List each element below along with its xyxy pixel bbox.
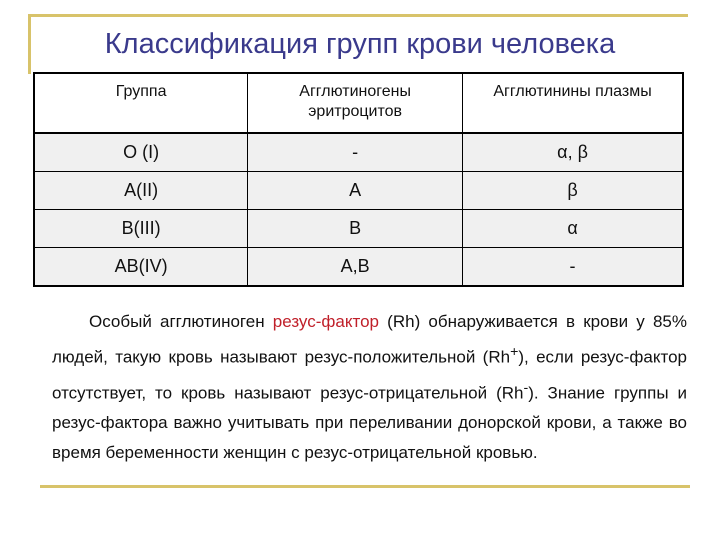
paragraph-text-4: ). Знание группы и резус-фактора важно учитывать при переливании донорской крови, а также во время беременности женщин с резус-отрицательной кровью. bbox=[52, 383, 687, 463]
header-agglutinogens: Агглютиногены эритроцитов bbox=[248, 73, 463, 133]
paragraph-text-1: Особый агглютиноген bbox=[89, 312, 273, 331]
decor-bottom-line bbox=[40, 485, 690, 488]
cell-group: О (I) bbox=[34, 133, 248, 172]
cell-agglutinin: α bbox=[463, 210, 683, 248]
cell-agglutinogen: А bbox=[248, 172, 463, 210]
cell-agglutinin: α, β bbox=[463, 133, 683, 172]
blood-groups-table bbox=[33, 72, 684, 287]
table-row bbox=[34, 210, 683, 248]
table-row bbox=[34, 133, 683, 172]
sup-plus: + bbox=[510, 344, 519, 360]
cell-agglutinin: - bbox=[463, 248, 683, 287]
rh-factor-paragraph bbox=[52, 307, 687, 468]
header-group: Группа bbox=[34, 73, 248, 133]
cell-group: А(II) bbox=[34, 172, 248, 210]
highlight-rh-factor: резус-фактор bbox=[272, 312, 379, 331]
header-agglutinins: Агглютинины плазмы bbox=[463, 73, 683, 133]
table-row bbox=[34, 172, 683, 210]
cell-agglutinogen: - bbox=[248, 133, 463, 172]
decor-top-line bbox=[28, 14, 688, 17]
cell-group: АВ(IV) bbox=[34, 248, 248, 287]
table-row bbox=[34, 248, 683, 287]
paragraph-text-2: (Rh) обнаруживается в крови у 85% людей, такую кровь называют резус-положительной (Rh bbox=[52, 312, 687, 367]
cell-agglutinogen: В bbox=[248, 210, 463, 248]
slide-title: Классификация групп крови человека bbox=[104, 28, 616, 60]
cell-agglutinogen: А,В bbox=[248, 248, 463, 287]
cell-agglutinin: β bbox=[463, 172, 683, 210]
cell-group: В(III) bbox=[34, 210, 248, 248]
table-header-row bbox=[34, 73, 683, 133]
sup-minus: - bbox=[523, 379, 529, 396]
paragraph-text-3: ), если резус-фактор отсутствует, то кровь называют резус-отрицательной (Rh bbox=[52, 347, 688, 403]
